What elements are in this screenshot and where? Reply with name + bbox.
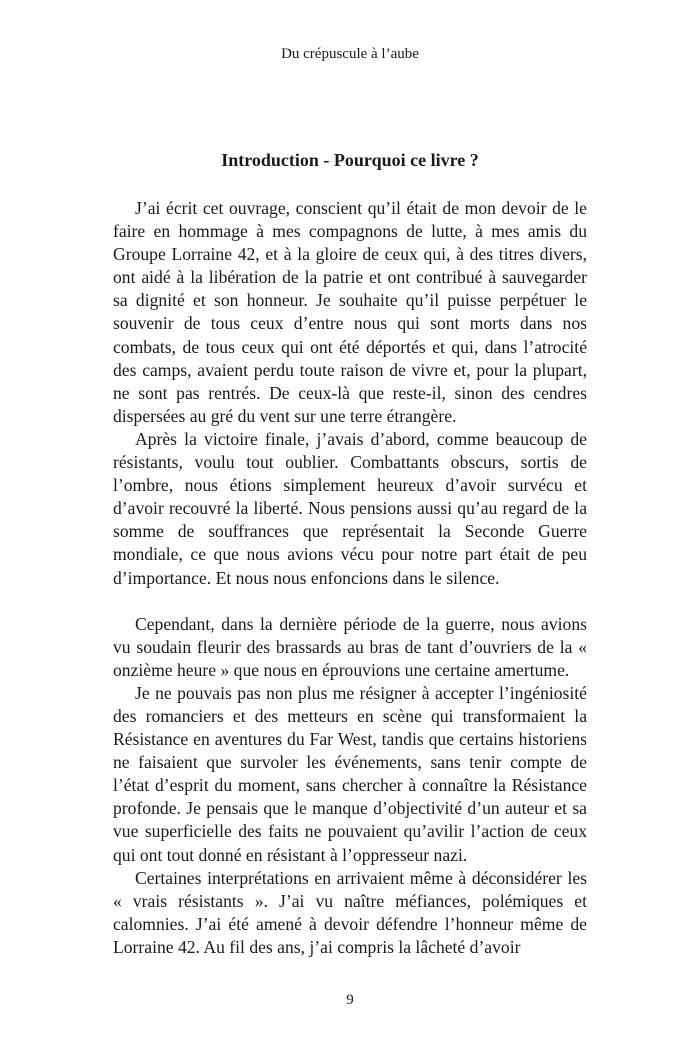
running-header: Du crépuscule à l’aube: [281, 46, 419, 62]
paragraph: Après la victoire finale, j’avais d’abord, comme beaucoup de résistants, voulu tout oublier. Combattants obscurs, sortis de l’ombre, nous étions simplement heureux d’avoir survécu et d’avoir recouvré la liberté. Nous pensions aussi qu’au regard de la somme de souffrances que représentait la Seconde Guerre mondiale, ce que nous avions vécu pour notre part était de peu d’importance. Et nous nous enfoncions dans le silence.: [113, 428, 587, 588]
paragraph: Je ne pouvais pas non plus me résigner à accepter l’ingéniosité des romanciers et des metteurs en scène qui transformaient la Résistance en aventures du Far West, tandis que certains historiens ne faisaient que survoler les événements, sans tenir compte de l’état d’esprit du moment, sans chercher à connaître la Résistance profonde. Je pensais que le manque d’objectivité d’un auteur et sa vue superficielle des faits ne pouvaient qu’avilir l’action de ceux qui ont tout donné en résistant à l’oppresseur nazi.: [113, 682, 587, 865]
chapter-title: Introduction - Pourquoi ce livre ?: [221, 150, 479, 170]
body-text: [113, 197, 587, 959]
paragraph: J’ai écrit cet ouvrage, conscient qu’il était de mon devoir de le faire en hommage à mes compagnons de lutte, à mes amis du Groupe Lorraine 42, et à la gloire de ceux qui, à des titres divers, ont aidé à la libération de la patrie et ont contribué à sauvegarder sa dignité et son honneur. Je souhaite qu’il puisse perpétuer le souvenir de tous ceux d’entre nous qui sont morts dans nos combats, de tous ceux qui ont été déportés et qui, dans l’atrocité des camps, avaient perdu toute raison de vivre et, pour la plupart, ne sont pas rentrés. De ceux-là que reste-il, sinon des cendres dispersées au gré du vent sur une terre étrangère.: [113, 198, 587, 426]
paragraph: Certaines interprétations en arrivaient même à déconsidérer les « vrais résistants ». J’ai vu naître méfiances, polémiques et calomnies. J’ai été amené à devoir défendre l’honneur même de Lorraine 42. Au fil des ans, j’ai compris la lâcheté d’avoir: [113, 867, 587, 957]
page-number: 9: [346, 992, 354, 1008]
paragraph: Cependant, dans la dernière période de la guerre, nous avions vu soudain fleurir des brassards au bras de tant d’ouvriers de la « onzième heure » que nous en éprouvions une certaine amertume.: [113, 613, 587, 680]
